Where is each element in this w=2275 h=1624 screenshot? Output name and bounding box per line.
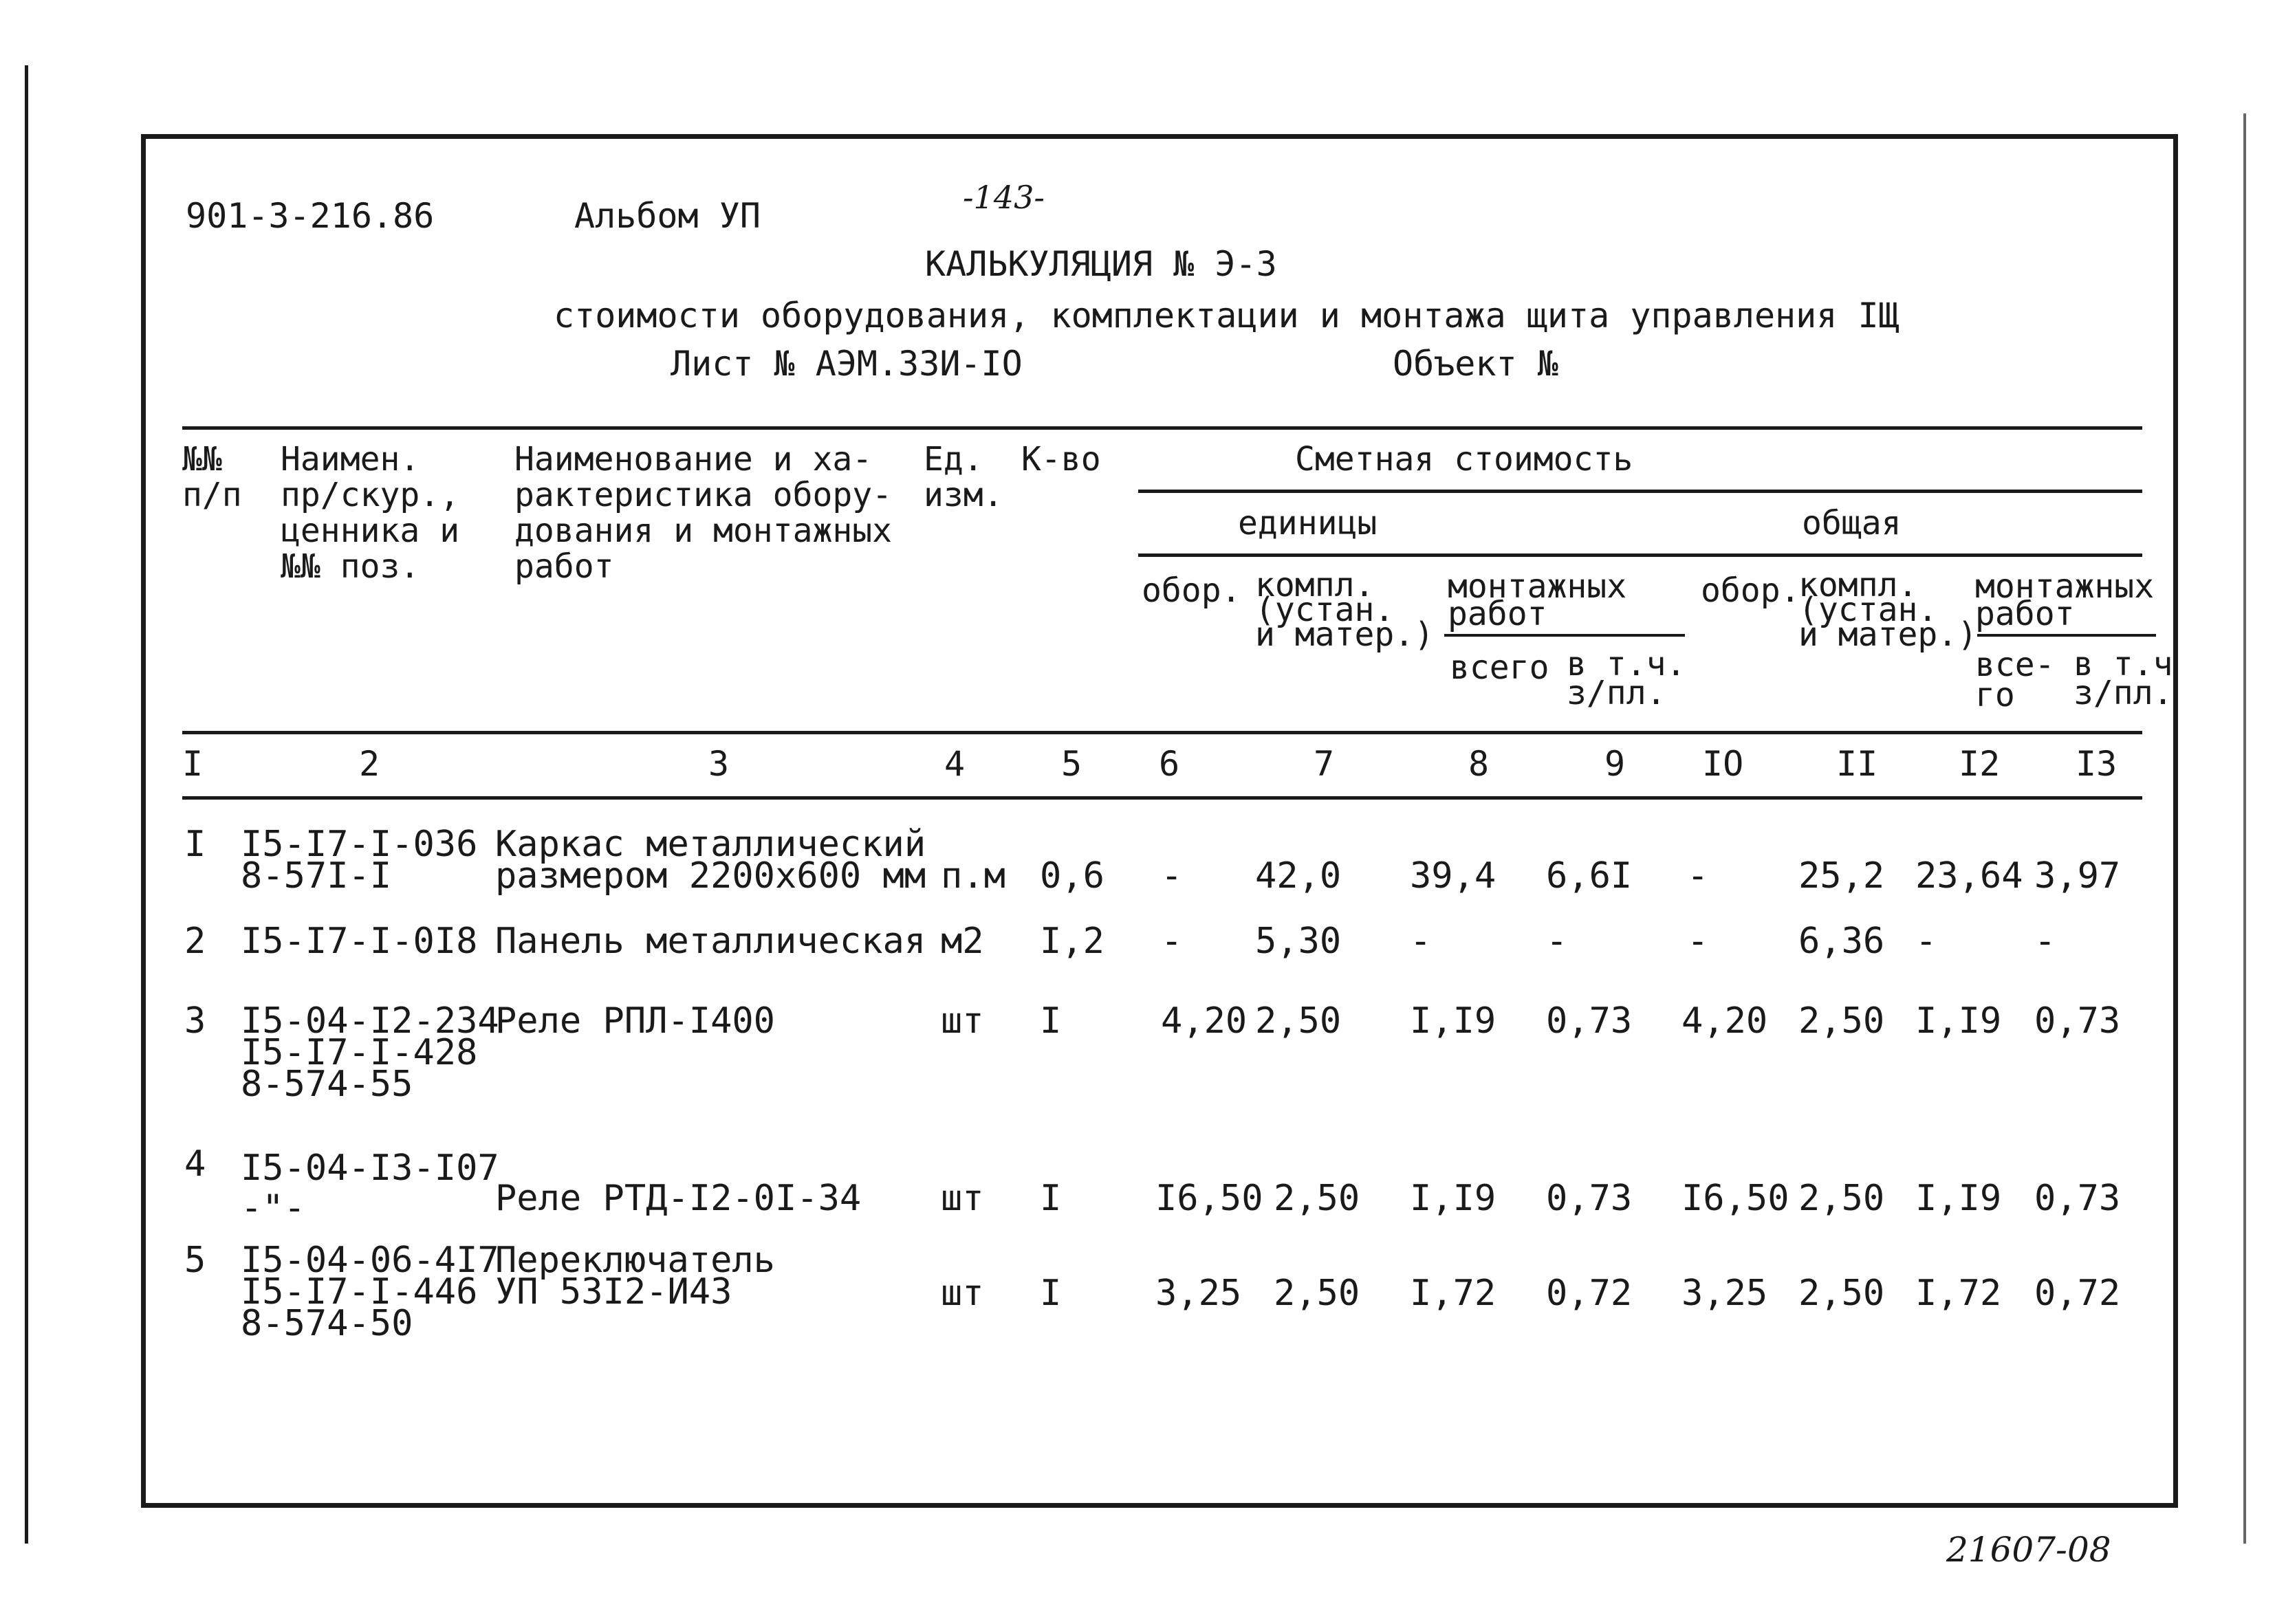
colnum-bottom-rule [182,796,2142,800]
row-c10: - [1687,921,1709,962]
left-edge-line [25,65,28,1544]
row-name: Реле РТД-I2-0I-34 [495,1178,862,1219]
col-header-mont-total: монтажных работ [1975,567,2155,633]
row-c12: I,I9 [1915,1000,2002,1042]
row-num: 4 [184,1143,206,1185]
row-c9: 0,73 [1546,1178,1633,1219]
row-code: I5-04-I2-234 I5-I7-I-428 8-574-55 [241,1000,499,1105]
row-c9: 0,73 [1546,1000,1633,1042]
row-c6: I6,50 [1155,1178,1263,1219]
right-edge-line [2243,113,2246,1544]
column-number: 3 [708,744,730,784]
row-c10: I6,50 [1681,1178,1789,1219]
row-name: Переключатель УП 53I2-И43 [495,1240,775,1313]
row-c8: I,72 [1410,1273,1496,1314]
cost-group-rule [1138,490,2142,493]
column-number: I3 [2076,744,2118,784]
unit-total-rule [1138,553,2142,557]
row-name: Каркас металлический размером 2200х600 мм [495,824,926,897]
row-c6: 3,25 [1155,1273,1242,1314]
header-bottom-rule [182,731,2142,734]
row-unit: п.м [941,855,1005,897]
row-name: Реле РПЛ-I400 [495,1000,775,1042]
row-num: 5 [184,1240,206,1281]
row-code: I5-I7-I-036 8-57I-I [241,824,478,897]
col-header-equip-total: обор. [1701,571,1800,610]
row-c11: 6,36 [1798,921,1885,962]
row-num: I [184,824,206,865]
col-header-incl: в т.ч. з/пл. [1567,645,1686,712]
row-c12: 23,64 [1915,855,2023,897]
column-number: I2 [1959,744,2001,784]
row-c9: - [1546,921,1568,962]
document-subtitle: стоимости оборудования, комплектации и монтажа щита управления IЩ [554,296,1900,336]
row-unit: шт [941,1273,984,1314]
row-qty: I [1040,1000,1062,1042]
doc-code: 901-3-216.86 [186,196,435,236]
col-header-name: Наименование и ха- рактеристика обору- дования и монтажных работ [514,440,893,586]
column-number: 7 [1314,744,1335,784]
mont-rule-total [1977,634,2156,637]
row-c9: 6,6I [1546,855,1633,897]
row-num: 3 [184,1000,206,1042]
row-c6: - [1161,921,1183,962]
column-number: 9 [1604,744,1626,784]
row-c11: 25,2 [1798,855,1885,897]
row-c10: 4,20 [1681,1000,1768,1042]
row-c7: 2,50 [1274,1273,1360,1314]
row-code: I5-04-06-4I7 I5-I7-I-446 8-574-50 [241,1240,499,1344]
row-qty: I,2 [1040,921,1104,962]
col-header-all: всего [1450,648,1549,687]
row-c12: I,72 [1915,1273,2002,1314]
col-header-total-group: общая [1802,504,1902,542]
row-c6: 4,20 [1161,1000,1248,1042]
header-top-rule [182,426,2142,430]
col-header-incl-total: в т.ч з/пл. [2073,645,2173,712]
row-c8: I,I9 [1410,1178,1496,1219]
row-code: I5-04-I3-I07 -"- [241,1148,499,1229]
column-number: 5 [1061,744,1082,784]
column-number: II [1836,744,1878,784]
col-header-unit-group: единицы [1238,504,1378,542]
row-code: I5-I7-I-0I8 [241,921,478,962]
col-header-kompl: компл. (устан. и матер.) [1255,566,1435,654]
row-c7: 5,30 [1255,921,1342,962]
row-c7: 2,50 [1255,1000,1342,1042]
sheet-number: Лист № АЭМ.33И-IO [671,344,1023,384]
column-number: I [182,744,204,784]
row-c12: I,I9 [1915,1178,2002,1219]
column-number: 4 [944,744,966,784]
col-header-qty: К-во [1021,440,1101,479]
col-header-equip: обор. [1142,571,1241,610]
col-header-unit: Ед. изм. [924,440,1003,514]
row-c11: 2,50 [1798,1273,1885,1314]
row-unit: м2 [941,921,984,962]
row-c13: 0,73 [2034,1000,2121,1042]
row-c9: 0,72 [1546,1273,1633,1314]
column-number: 6 [1159,744,1180,784]
document-title: КАЛЬКУЛЯЦИЯ № Э-3 [925,244,1277,284]
row-c8: - [1410,921,1432,962]
column-number: 2 [359,744,380,784]
row-c10: - [1687,855,1709,897]
page-number: -143- [963,179,1045,216]
row-c6: - [1161,855,1183,897]
row-name: Панель металлическая [495,921,926,962]
row-c7: 2,50 [1274,1178,1360,1219]
column-number: IO [1702,744,1744,784]
row-c8: I,I9 [1410,1000,1496,1042]
col-header-cost: Сметная стоимость [1295,440,1633,479]
col-header-num: №№ п/п [182,440,242,514]
row-c7: 42,0 [1255,855,1342,897]
row-unit: шт [941,1178,984,1219]
column-number: 8 [1468,744,1490,784]
row-c13: - [2034,921,2056,962]
col-header-kompl-total: компл. (устан. и матер.) [1798,566,1978,654]
col-header-all-total: все- го [1975,646,2055,714]
row-c13: 3,97 [2034,855,2121,897]
row-c13: 0,73 [2034,1178,2121,1219]
row-qty: 0,6 [1040,855,1104,897]
row-c8: 39,4 [1410,855,1496,897]
row-c12: - [1915,921,1937,962]
footer-number: 21607-08 [1946,1530,2111,1570]
row-qty: I [1040,1273,1062,1314]
row-c13: 0,72 [2034,1273,2121,1314]
row-unit: шт [941,1000,984,1042]
row-c11: 2,50 [1798,1178,1885,1219]
object-label: Объект № [1393,344,1558,384]
mont-rule-unit [1444,634,1685,637]
row-qty: I [1040,1178,1062,1219]
row-c11: 2,50 [1798,1000,1885,1042]
col-header-mont: монтажных работ [1448,567,1627,633]
row-c10: 3,25 [1681,1273,1768,1314]
album-label: Альбом УП [574,196,761,236]
row-num: 2 [184,921,206,962]
col-header-code: Наимен. пр/скур., ценника и №№ поз. [281,440,460,586]
